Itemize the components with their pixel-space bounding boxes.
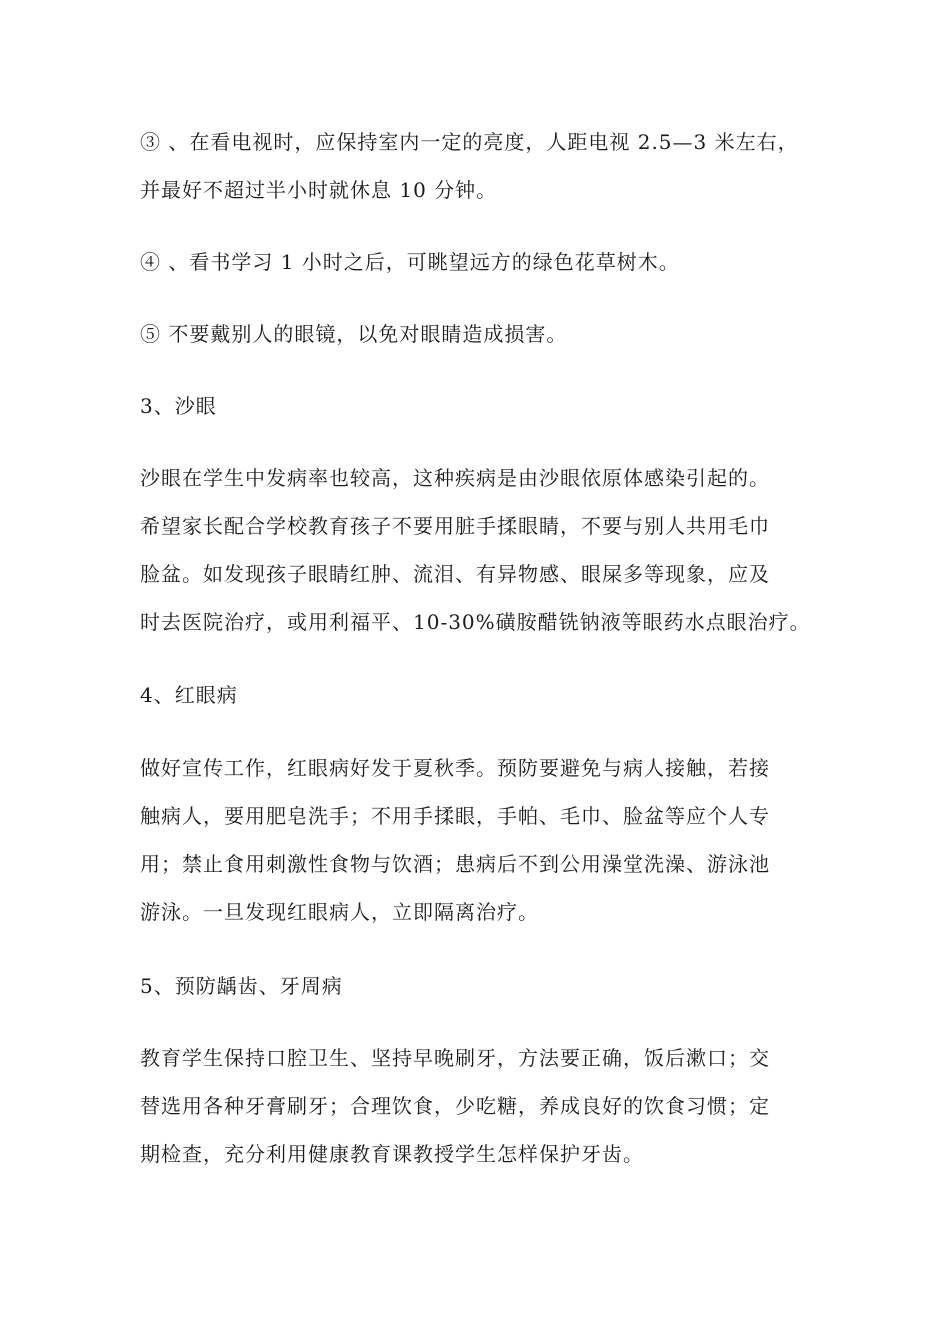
section-heading-dental <box>140 962 830 1010</box>
text-line: 用；禁止食用刺激性食物与饮酒；患病后不到公用澡堂洗澡、游泳池 <box>140 852 770 876</box>
paragraph-trachoma <box>140 454 830 646</box>
section-heading-trachoma <box>140 382 830 430</box>
text-line: ⑤ 不要戴别人的眼镜，以免对眼睛造成损害。 <box>140 322 568 346</box>
text-line: 触病人，要用肥皂洗手；不用手揉眼，手帕、毛巾、脸盆等应个人专 <box>140 804 770 828</box>
text-line: 教育学生保持口腔卫生、坚持早晚刷牙，方法要正确，饭后漱口；交 <box>140 1046 770 1070</box>
paragraph-pinkeye <box>140 744 830 936</box>
paragraph-tip-5 <box>140 310 830 358</box>
paragraph-tip-3 <box>140 118 830 214</box>
heading-text: 5、预防龋齿、牙周病 <box>140 974 343 998</box>
text-line: ③ 、在看电视时，应保持室内一定的亮度，人距电视 2.5—3 米左右， <box>140 130 799 154</box>
text-line: 脸盆。如发现孩子眼睛红肿、流泪、有异物感、眼屎多等现象，应及 <box>140 562 770 586</box>
text-line: 游泳。一旦发现红眼病人，立即隔离治疗。 <box>140 900 539 924</box>
text-line: 并最好不超过半小时就休息 10 分钟。 <box>140 178 498 202</box>
text-line: 期检查，充分利用健康教育课教授学生怎样保护牙齿。 <box>140 1142 644 1166</box>
paragraph-dental <box>140 1034 830 1178</box>
heading-text: 4、红眼病 <box>140 683 238 707</box>
text-line: 替选用各种牙膏刷牙；合理饮食，少吃糖，养成良好的饮食习惯；定 <box>140 1094 770 1118</box>
text-line: 做好宣传工作，红眼病好发于夏秋季。预防要避免与病人接触，若接 <box>140 756 770 780</box>
paragraph-tip-4 <box>140 238 830 286</box>
text-line: 时去医院治疗，或用利福平、10-30%磺胺醋铣钠液等眼药水点眼治疗。 <box>140 610 811 634</box>
heading-text: 3、沙眼 <box>140 394 217 418</box>
text-line: ④ 、看书学习 1 小时之后，可眺望远方的绿色花草树木。 <box>140 250 680 274</box>
text-line: 沙眼在学生中发病率也较高，这种疾病是由沙眼依原体感染引起的。 <box>140 466 770 490</box>
section-heading-pinkeye <box>140 671 830 719</box>
text-line: 希望家长配合学校教育孩子不要用脏手揉眼睛，不要与别人共用毛巾 <box>140 514 770 538</box>
